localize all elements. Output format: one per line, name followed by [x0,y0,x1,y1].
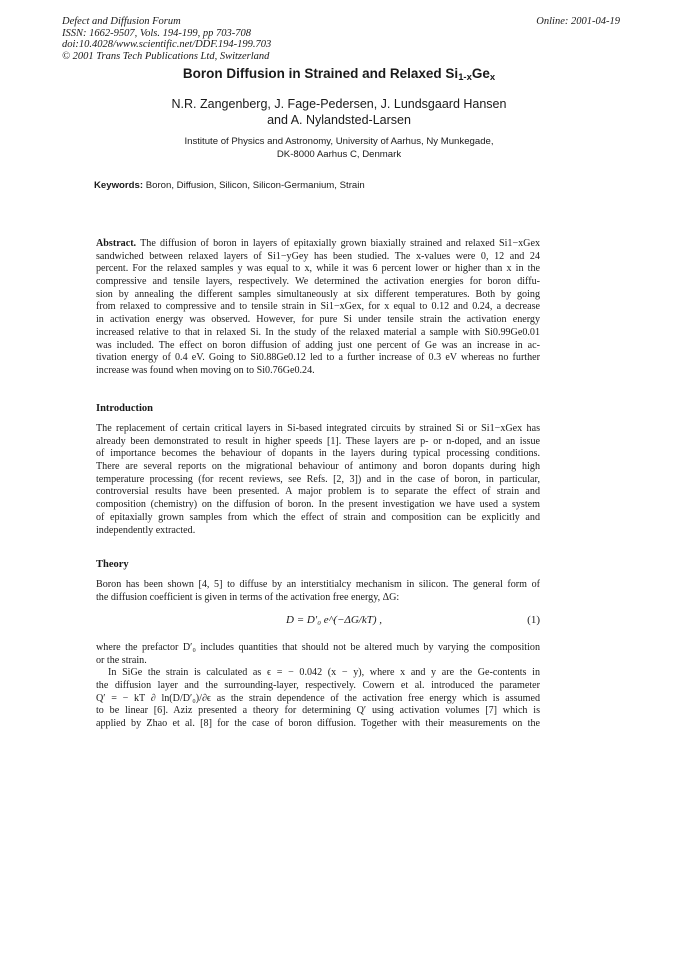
journal-doi: doi:10.4028/www.scientific.net/DDF.194-199.703 [62,39,272,51]
theory-line: to be linear [6]. Aziz presented a theory for determining Q′ using activation volumes [7] which is [96,705,540,717]
journal-copyright: © 2001 Trans Tech Publications Ltd, Switzerland [62,50,270,62]
affiliation-line-2: DK-8000 Aarhus C, Denmark [276,148,402,160]
theory-line: the diffusion layer and the surrounding-layer, respectively. Cowern et al. introduced the parameter [96,680,540,692]
abstract-line: compressive and tensile layers, respectively. We determined the activation energies for boron diffu- [96,276,540,288]
keywords [94,180,365,191]
theory-line: applied by Zhao et al. [8] for the case of boron diffusion. Together with their measurements on the [96,718,540,730]
abstract [96,238,540,378]
abstract-line: percent. For the relaxed samples y was equal to x, while it was 6 percent lower or higher than x in the [96,263,540,275]
keywords-label: Keywords: [94,180,144,191]
journal-issn: ISSN: 1662-9507, Vols. 194-199, pp 703-708 [62,27,251,39]
theory-line: In SiGe the strain is calculated as ϵ = − 0.042 (x − y), where x and y are the Ge-contents in [108,667,540,679]
equation-1 [96,614,540,630]
intro-line: already been demonstrated to result in higher speeds [1]. These layers are p- or n-doped, and an issue [96,435,540,447]
intro-line: independently extracted. [96,524,196,536]
journal-name: Defect and Diffusion Forum [62,16,181,27]
abstract-line: tivation energy of 0.4 eV. Going to Si0.88Ge0.12 led to a further increase of 0.3 eV whereas no further [96,352,540,364]
intro-line: composition (chemistry) on the diffusion of boron. In the present investigation we have used a system [96,499,540,511]
abstract-line: from relaxed to compressive and to tensile strain in Si1−xGex, for x equal to 0.12 and 0.24, a decrease [96,301,540,313]
abstract-line-text: The diffusion of boron in layers of epitaxially grown biaxially strained and relaxed Si1−xGex [140,238,540,249]
theory-heading: Theory [96,559,129,570]
theory-line: Q′ = − kT ∂ ln(D/D′₀)/∂ϵ as the strain dependence of the activation free energy which is assumed [96,692,540,704]
journal-header [62,16,271,62]
abstract-line: increase was found when moving on to Si0.76Ge0.24. [96,364,315,376]
theory-intro [96,579,540,604]
intro-line: temperature processing (for recent reviews, see Refs. [2, 3]) and in the case of boron, in particular, [96,473,540,485]
theory-line: where the prefactor D′₀ includes quantities that should not be altered much by varying the composition [96,642,540,653]
abstract-line [96,238,540,251]
intro-line: controversial results have been presented. A major problem is to separate the effect of strain and [96,486,540,498]
theory-line: or the strain. [96,654,147,666]
abstract-label: Abstract. [96,238,137,249]
affiliation [0,136,678,161]
introduction-body [96,423,540,537]
intro-line: of epitaxially grown samples from which the effect of strain and composition can be explicitly and [96,511,540,523]
theory-line: Boron has been shown [4, 5] to diffuse by an interstitialcy mechanism in silicon. The general form of [96,579,540,590]
theory-line: the diffusion coefficient is given in terms of the activation free energy, ΔG: [96,591,400,603]
introduction-heading: Introduction [96,403,153,414]
intro-line: There are several reports on the migrational behaviour of antimony and boron dopants during high [96,461,540,473]
theory-after-equation [96,642,540,731]
affiliation-line-1: Institute of Physics and Astronomy, University of Aarhus, Ny Munkegade, [184,136,494,147]
author-line-1: N.R. Zangenberg, J. Fage-Pedersen, J. Lundsgaard Hansen [171,97,507,111]
abstract-line: increased relative to that in relaxed Si. In the study of the relaxed material a sample with Si0.99Ge0.01 [96,326,540,338]
equation-number: (1) [527,614,540,626]
abstract-line: sion by annealing the different samples simultaneously at six different temperatures. Both by going [96,288,540,300]
paper-title-rendered: Boron Diffusion in Strained and Relaxed $Si_{1-x}Ge_x$ [182,66,496,83]
author-line-2: and A. Nylandsted-Larsen [267,113,411,127]
abstract-line: in activation energy was observed. However, for pure Si under tensile strain the activation energy [96,314,540,326]
intro-line: of importance becomes the behaviour of dopants in the layers during typical processing conditions. [96,448,540,460]
abstract-line: sandwiched between relaxed layers of Si1−yGey has been studied. The x-values were 0, 12 and 24 [96,250,540,262]
equation-body: D = D′₀ e^(−ΔG/kT) , [286,614,383,626]
online-date: Online: 2001-04-19 [536,16,620,27]
abstract-line: was included. The effect on boron diffusion of adding just one percent of Ge was an increase in ac- [96,339,540,351]
author-list [0,96,678,128]
intro-line: The replacement of certain critical layers in Si-based integrated circuits by strained Si or Si1−xGex has [96,423,540,434]
keywords-text: Boron, Diffusion, Silicon, Silicon-Germanium, Strain [145,180,365,191]
paper-title [0,66,678,81]
